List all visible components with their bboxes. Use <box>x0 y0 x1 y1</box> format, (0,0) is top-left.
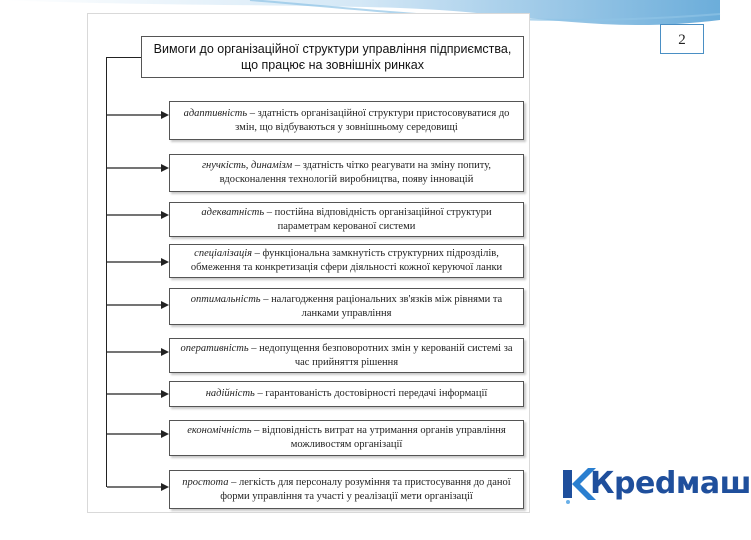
arrow-right-icon <box>107 389 169 399</box>
requirement-text: – недопущення безповоротних змін у керованій системі за час прийняття рішення <box>248 342 513 368</box>
requirement-box-simplicity <box>169 470 524 509</box>
arrow-right-icon <box>107 347 169 357</box>
requirement-term: спеціалізація <box>194 248 253 259</box>
arrow-right-icon <box>107 163 169 173</box>
arrow-right-icon <box>107 429 169 439</box>
page-number: 2 <box>660 24 704 54</box>
requirement-text: – здатність організаційної структури пристосовуватися до змін, що відбуваються у зовнішньому середовищі <box>235 107 510 133</box>
requirement-term: адекватність <box>201 206 265 218</box>
requirement-text: – легкість для персоналу розуміння та пристосування до даної форми управління та участі у реалізації мети організації <box>220 476 511 502</box>
requirement-text: – функціональна замкнутість структурних підрозділів, обмеження та конкретизація сфери діяльності кожної керуючої ланки <box>190 248 503 273</box>
requirement-text: – гарантованість достовірності передачі інформації <box>254 388 488 399</box>
requirement-box-specialization <box>169 244 524 278</box>
requirement-term: простота <box>182 476 229 488</box>
requirement-box-adequacy <box>169 202 524 237</box>
diagram-title-line: що працює на зовнішніх ринках <box>240 58 425 72</box>
arrow-right-icon <box>107 110 169 120</box>
requirement-term: економічність <box>187 425 252 436</box>
requirement-term: гнучкість, динамізм <box>201 160 293 171</box>
requirement-term: надійність <box>205 388 255 399</box>
requirement-text: – постійна відповідність організаційної структури параметрам керованої системи <box>264 206 492 232</box>
requirement-box-adaptivity <box>169 101 524 140</box>
requirement-box-reliability <box>169 381 524 407</box>
requirement-box-optimality <box>169 288 524 325</box>
connector-trunk <box>106 57 107 487</box>
requirement-box-flexibility <box>169 154 524 192</box>
company-logo <box>560 462 751 508</box>
arrow-right-icon <box>107 257 169 267</box>
arrow-right-icon <box>107 482 169 492</box>
requirement-term: оптимальність <box>190 293 261 305</box>
diagram-title-line: Вимоги до організаційної структури управління підприємства, <box>153 42 512 56</box>
arrow-right-icon <box>107 300 169 310</box>
requirement-text: – налагодження раціональних зв'язків між рівнями та ланками управління <box>260 293 503 319</box>
diagram-title <box>141 36 524 78</box>
logo-wordmark: Креdмаш <box>590 466 751 501</box>
requirement-term: оперативність <box>180 342 249 354</box>
requirement-text: – здатність чітко реагувати на зміну попиту, вдосконалення технологій виробництва, появу інновацій <box>219 160 492 185</box>
arrow-right-icon <box>107 210 169 220</box>
requirement-box-efficiency <box>169 338 524 373</box>
requirement-term: адаптивність <box>183 107 248 119</box>
connector-to-title <box>106 57 141 58</box>
requirement-box-economy <box>169 420 524 456</box>
requirement-text: – відповідність витрат на утримання органів управління можливостям організації <box>251 425 506 450</box>
